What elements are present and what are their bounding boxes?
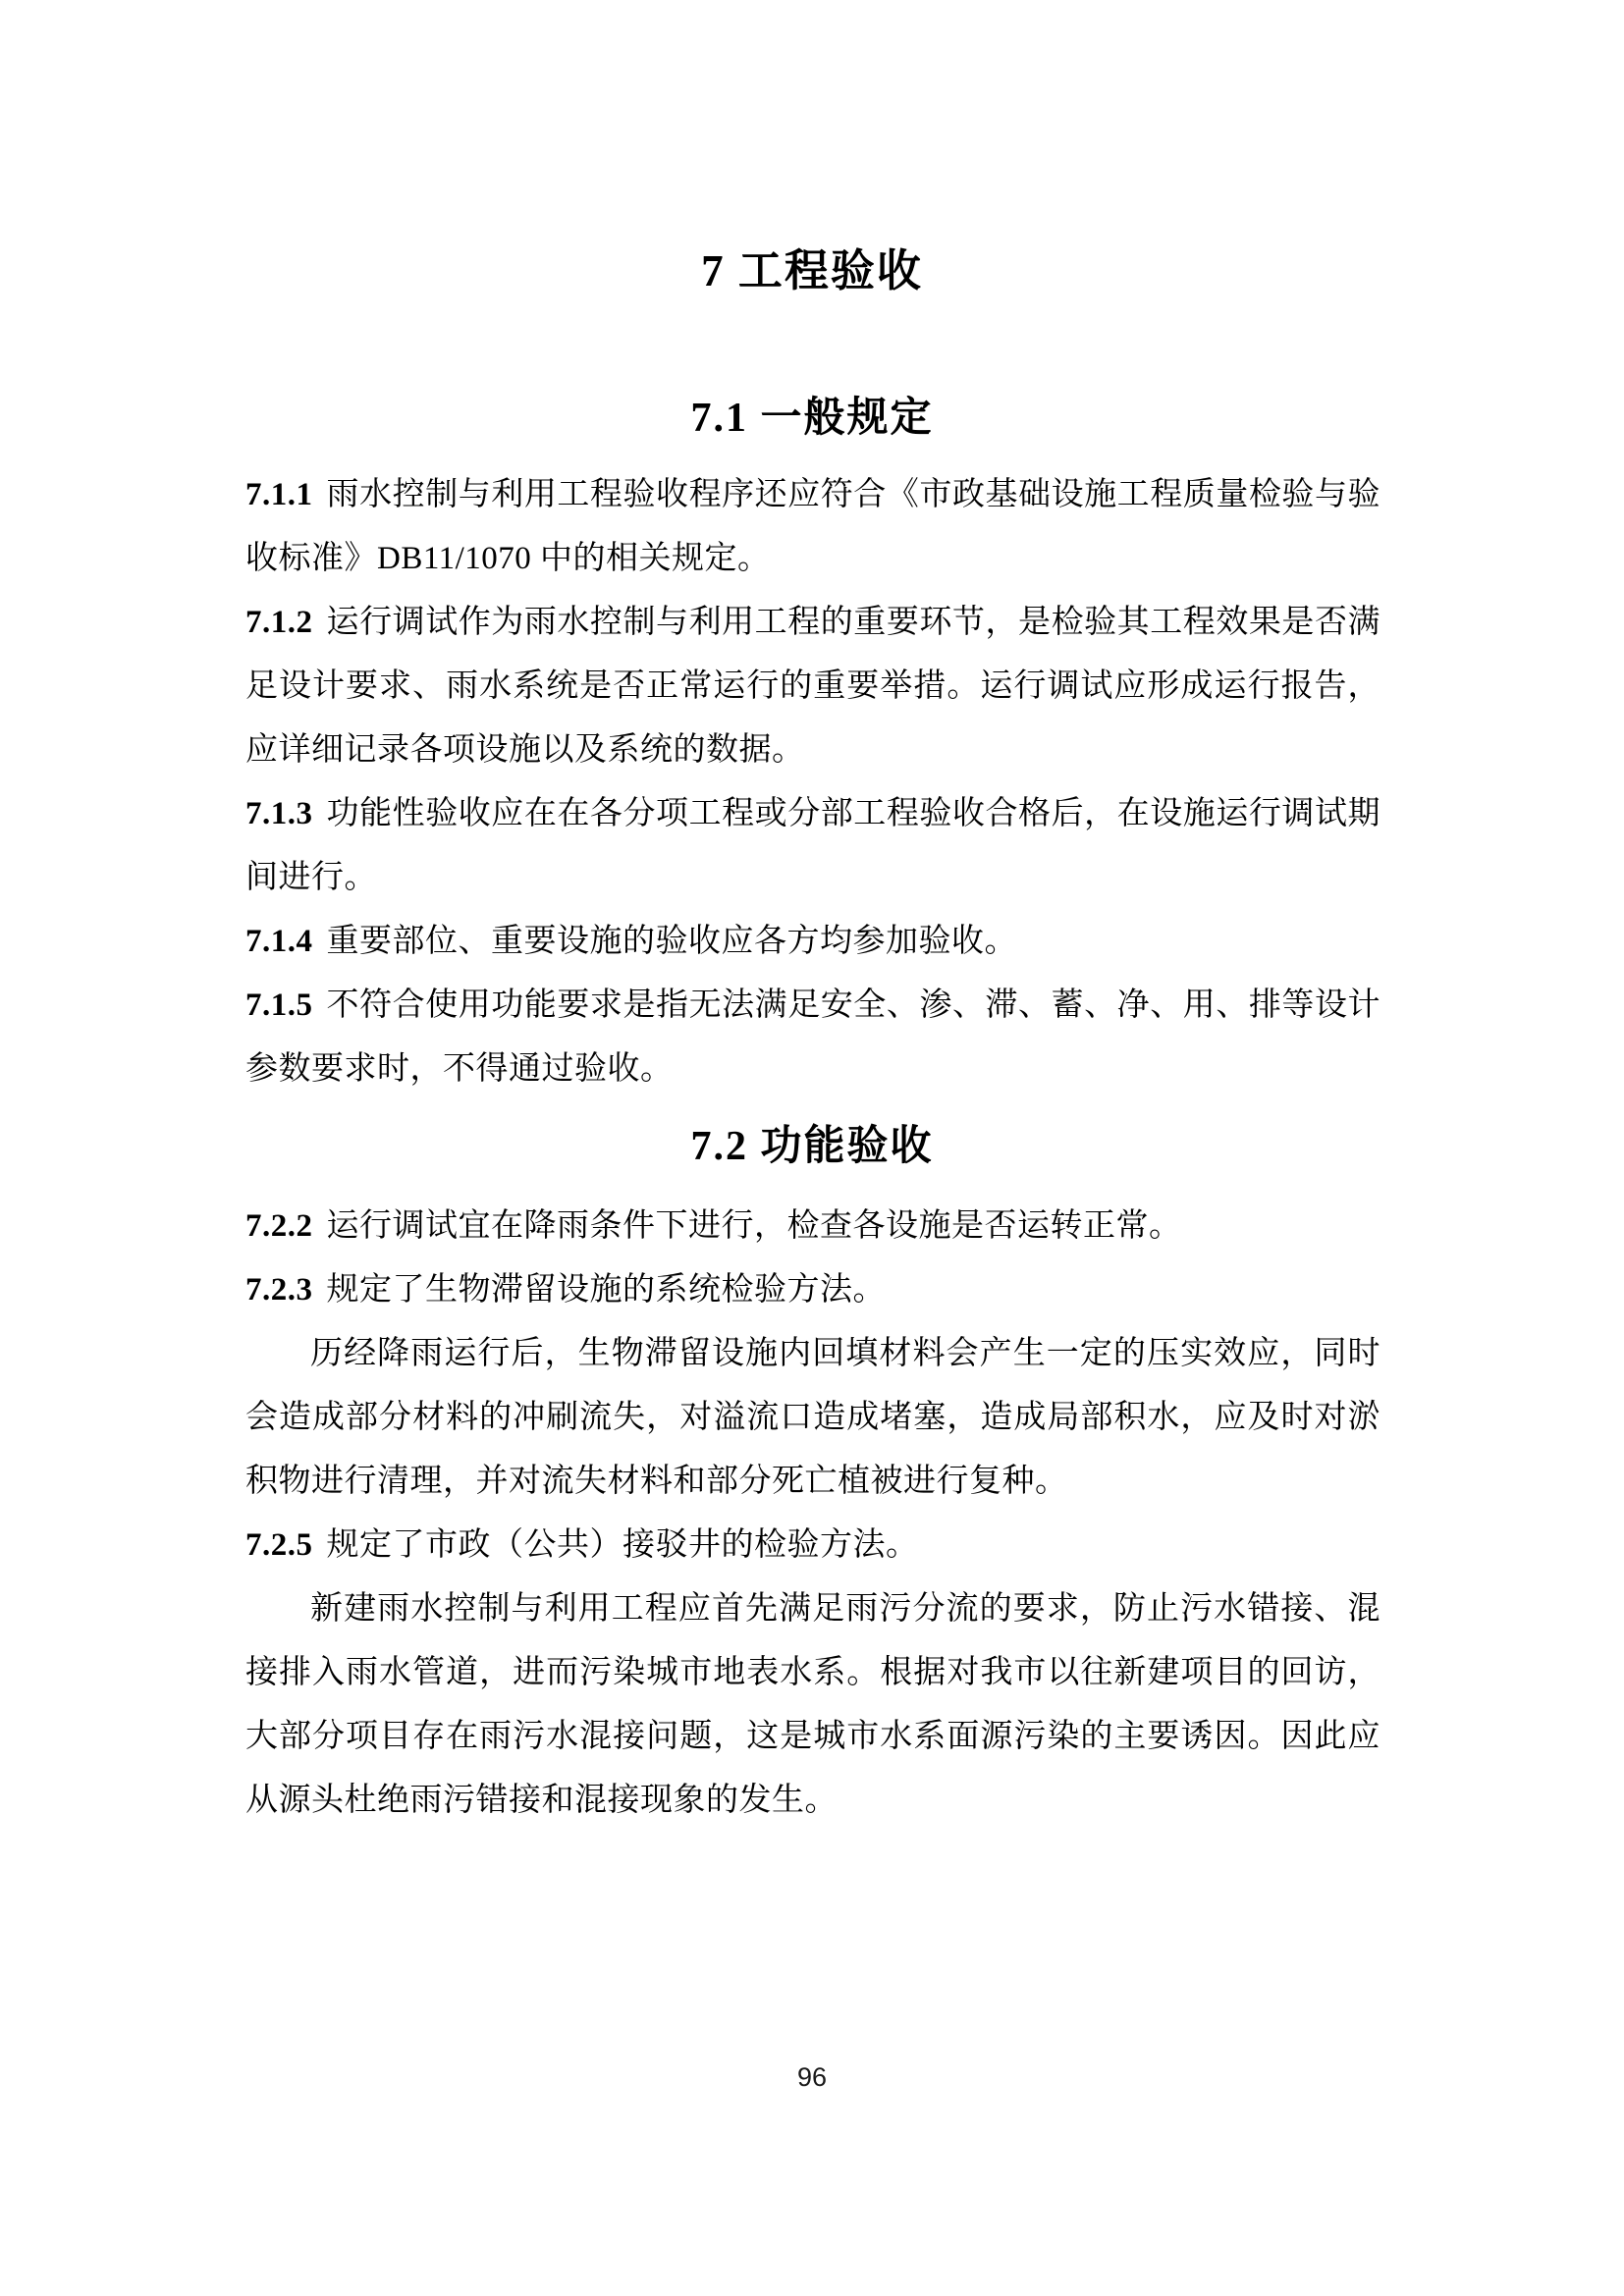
clause-number: 7.1.3	[245, 796, 313, 831]
clause-number: 7.1.2	[245, 605, 313, 640]
clause-7-2-5	[245, 1514, 1380, 1577]
clause-7-1-3	[245, 782, 1380, 910]
clause-7-1-4	[245, 910, 1380, 974]
page-number: 96	[796, 2062, 828, 2092]
clause-number: 7.2.3	[245, 1272, 313, 1308]
section-heading-7-2: 7.2 功能验收	[690, 1123, 934, 1169]
explanation-paragraph	[245, 1322, 1380, 1514]
clause-7-1-1	[245, 463, 1380, 591]
clause-text: 规定了生物滞留设施的系统检验方法。	[326, 1272, 886, 1308]
clause-text: 运行调试作为雨水控制与利用工程的重要环节，是检验其工程效果是否满足设计要求、雨水系统是否正常运行的重要举措。运行调试应形成运行报告，应详细记录各项设施以及系统的数据。	[245, 605, 1380, 768]
clause-number: 7.1.1	[245, 477, 313, 512]
section-heading-7-1: 7.1 一般规定	[690, 395, 934, 441]
explanation-text: 历经降雨运行后，生物滞留设施内回填材料会产生一定的压实效应，同时会造成部分材料的冲刷流失，对溢流口造成堵塞，造成局部积水，应及时对淤积物进行清理，并对流失材料和部分死亡植被进行复种。	[245, 1336, 1380, 1499]
clause-number: 7.2.5	[245, 1527, 313, 1563]
clause-text: 功能性验收应在在各分项工程或分部工程验收合格后，在设施运行调试期间进行。	[245, 796, 1380, 895]
section-body-7-2	[245, 1195, 1380, 1833]
clause-number: 7.2.2	[245, 1208, 313, 1244]
section-body-7-1	[245, 463, 1380, 1101]
explanation-text: 新建雨水控制与利用工程应首先满足雨污分流的要求，防止污水错接、混接排入雨水管道，进而污染城市地表水系。根据对我市以往新建项目的回访，大部分项目存在雨污水混接问题，这是城市水系面源污染的主要诱因。因此应从源头杜绝雨污错接和混接现象的发生。	[245, 1591, 1380, 1818]
clause-number: 7.1.4	[245, 924, 313, 959]
explanation-paragraph	[245, 1577, 1380, 1833]
clause-text: 不符合使用功能要求是指无法满足安全、渗、滞、蓄、净、用、排等设计参数要求时，不得通过验收。	[245, 988, 1380, 1087]
clause-7-2-3	[245, 1258, 1380, 1322]
clause-7-1-2	[245, 591, 1380, 782]
clause-text: 重要部位、重要设施的验收应各方均参加验收。	[326, 924, 1017, 959]
chapter-title: 7 工程验收	[701, 246, 923, 296]
clause-7-2-2	[245, 1195, 1380, 1258]
clause-number: 7.1.5	[245, 988, 313, 1023]
clause-text: 运行调试宜在降雨条件下进行，检查各设施是否运转正常。	[326, 1208, 1182, 1244]
clause-text: 雨水控制与利用工程验收程序还应符合《市政基础设施工程质量检验与验收标准》DB11/1070 中的相关规定。	[245, 477, 1380, 576]
clause-7-1-5	[245, 974, 1380, 1101]
clause-text: 规定了市政（公共）接驳井的检验方法。	[326, 1527, 919, 1563]
